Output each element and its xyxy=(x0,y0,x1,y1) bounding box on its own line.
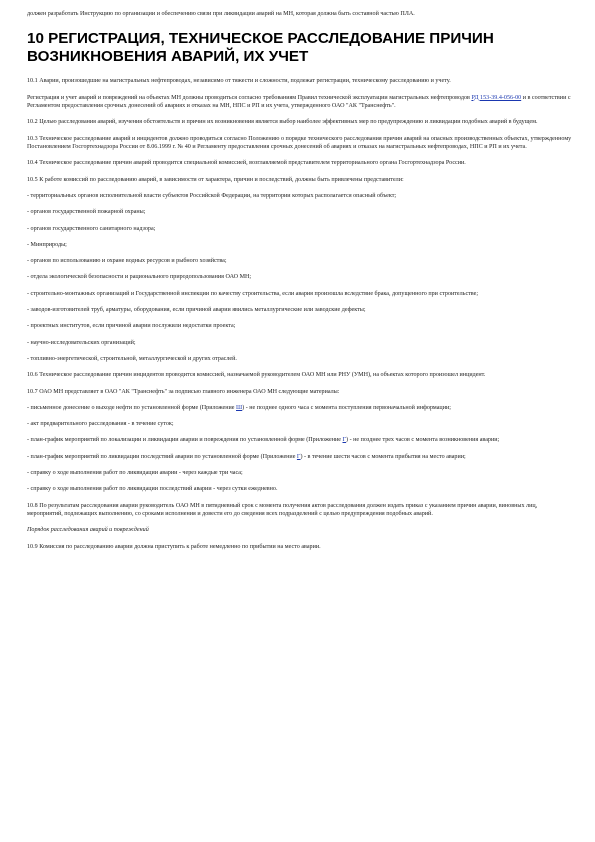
intro-text: должен разработать Инструкцию по организации и обеспечению связи при ликвидации аварий на МН, которая должна быть составной частью ПЛА. xyxy=(27,11,415,17)
list-item: - органов по использованию и охране водных ресурсов и рыбного хозяйства; xyxy=(27,258,227,265)
item-text: ) - не позднее трех часов с момента возникновения аварии; xyxy=(346,437,500,444)
subheading: Порядок расследования аварий и повреждений xyxy=(27,527,149,534)
paragraph-text: Регистрация и учет аварий и повреждений на объектах МН должны проводиться согласно требованиям Правил технической эксплуатации магистральных нефтепроводов xyxy=(27,94,472,101)
item-text: - план-график мероприятий по ликвидации последствий аварии по установленной форме (Приложение xyxy=(27,453,297,460)
list-item: - проектных институтов, если причиной аварии послужили недостатки проекта; xyxy=(27,323,236,330)
list-item: - научно-исследовательских организаций; xyxy=(27,339,136,346)
section-heading: 10 РЕГИСТРАЦИЯ, ТЕХНИЧЕСКОЕ РАССЛЕДОВАНИЕ ПРИЧИН ВОЗНИКНОВЕНИЯ АВАРИЙ, ИХ УЧЕТ xyxy=(27,30,494,66)
paragraph-registration xyxy=(27,94,572,111)
list-item: - акт предварительного расследования - в течение суток; xyxy=(27,421,174,428)
paragraph-10-9: 10.9 Комиссия по расследованию аварии должна приступить к работе немедленно по прибытии на место аварии. xyxy=(27,543,321,550)
list-item: - строительно-монтажных организаций и Государственной инспекции по качеству строительства, если авария произошла вследствие брака, допущенного при строительстве; xyxy=(27,290,479,297)
rd-link[interactable]: РД 153-39.4-056-00 xyxy=(471,94,522,101)
item-text: - письменное донесение о выходе нефти по установленной форме (Приложение xyxy=(27,404,237,411)
list-item: - Минприроды; xyxy=(27,241,67,248)
paragraph-10-4: 10.4 Техническое расследование причин аварий проводится специальной комиссией, возглавляемой представителем территориального органа Госгортехнадзора России. xyxy=(27,160,466,167)
paragraph-10-8: 10.8 По результатам расследования аварии руководитель ОАО МН в пятидневный срок с момента получения актов расследования должен издать приказ с указанием причин аварии, виновных лиц, мероприятий, подлежащих выполнению, со сроками исполнения и довести его до сведения всех подразделений с целью предупреждения подобных аварий. xyxy=(27,502,538,518)
list-item: - территориальных органов исполнительной власти субъектов Российской Федерации, на территории которых располагается опасный объект; xyxy=(27,193,397,199)
item-text: ) - в течение шести часов с момента прибытия на место аварии; xyxy=(300,453,466,460)
appendix-link[interactable]: Г xyxy=(296,453,301,460)
list-item xyxy=(27,404,572,412)
list-item: - топливно-энергетической, строительной, металлургической и других отраслей. xyxy=(27,355,237,362)
paragraph-10-1: 10.1 Аварии, произошедшие на магистральных нефтепроводах, независимо от тяжести и сложности, подлежат регистрации, техническому расследованию и учету. xyxy=(27,78,451,85)
paragraph-10-7: 10.7 ОАО МН представляет в ОАО "АК "Транснефть" за подписью главного инженера ОАО МН следующие материалы: xyxy=(27,388,340,395)
item-text: - план-график мероприятий по локализации и ликвидации аварии и повреждения по установленной форме (Приложение xyxy=(27,437,343,444)
paragraph-text: и в соответствии с Регламентом предоставления срочных донесений об авариях и отказах на МН, НПС и РП и их учета, утвержденного ОАО "АК "Транснефть". xyxy=(27,94,571,110)
list-item: - органов государственной пожарной охраны; xyxy=(27,209,146,216)
paragraph-10-2: 10.2 Целью расследования аварий, изучения обстоятельств и причин их возникновения является выбор наиболее эффективных мер по предупреждению и ликвидации подобных аварий в будущем. xyxy=(27,119,538,126)
item-text: ) - не позднее одного часа с момента поступления первоначальной информации; xyxy=(242,404,451,411)
document-page xyxy=(27,10,572,559)
paragraph-10-3: 10.3 Техническое расследование аварий и инцидентов должно проводиться согласно Положению о порядке технического расследования причин аварий на опасных производственных объектах, утвержденному Постановлением Госгортехнадзора России от 8.06.1999 г. № 40 и Регламенту предоставления срочных донесений об авариях и отказах на магистральных нефтепроводах, НПС и РП и их учета. xyxy=(27,135,572,151)
paragraph-10-6: 10.6 Техническое расследование причин инцидентов проводится комиссией, назначаемой руководителем ОАО МН или РНУ (УМН), на объектах которого произошел инцидент. xyxy=(27,372,486,379)
appendix-link[interactable]: Ш xyxy=(236,404,243,411)
list-item xyxy=(27,453,572,461)
paragraph-10-5: 10.5 К работе комиссий по расследованию аварий, в зависимости от характера, причин и последствий, должны быть привлечены представители: xyxy=(27,176,404,183)
list-item: - справку о ходе выполнения работ по ликвидации последствий аварии - через сутки ежедневно. xyxy=(27,486,278,493)
list-item: - заводов-изготовителей труб, арматуры, оборудования, если причиной аварии явились металлургические или заводские дефекты; xyxy=(27,307,366,314)
list-item: - справку о ходе выполнения работ по ликвидации аварии - через каждые три часа; xyxy=(27,470,243,477)
list-item xyxy=(27,436,572,444)
list-item: - отдела экологической безопасности и рационального природопользования ОАО МН; xyxy=(27,274,252,281)
list-item: - органов государственного санитарного надзора; xyxy=(27,225,156,232)
appendix-link[interactable]: Г xyxy=(342,437,347,444)
